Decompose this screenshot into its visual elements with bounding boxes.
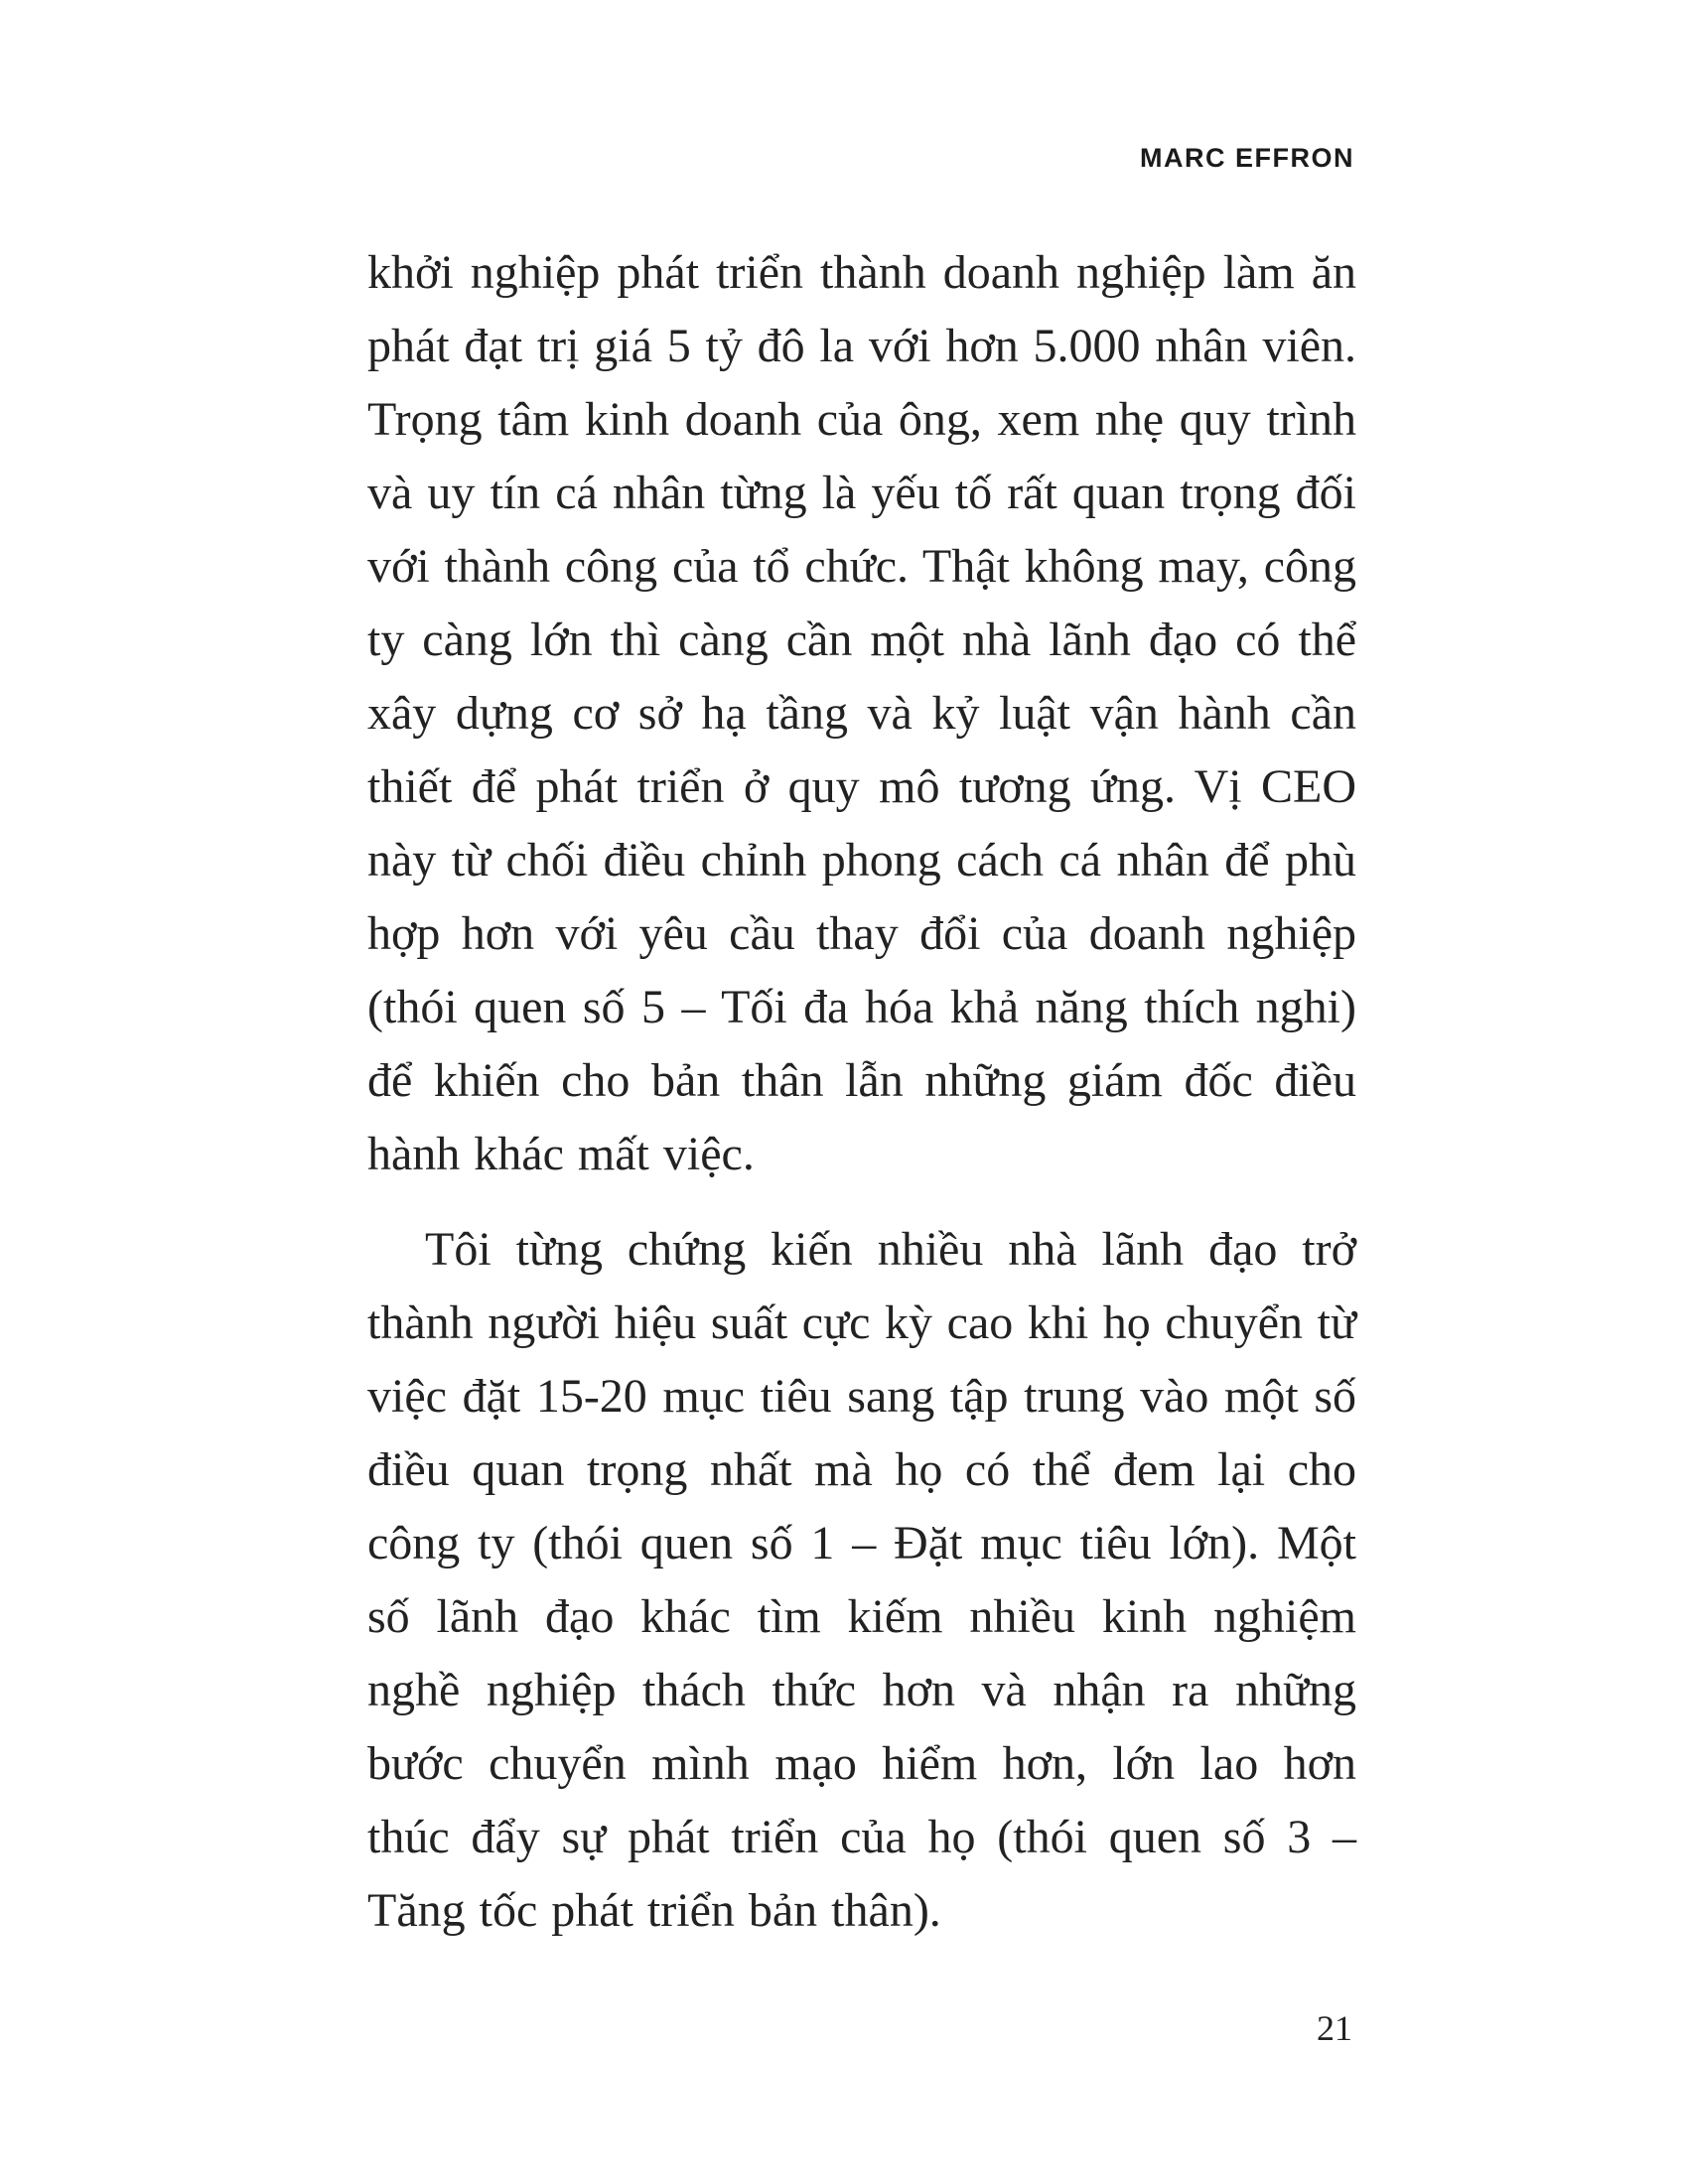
- body-text-block: [367, 236, 1356, 1948]
- paragraph-continuation: khởi nghiệp phát triển thành doanh nghiệp làm ăn phát đạt trị giá 5 tỷ đô la với hơn 5.000 nhân viên. Trọng tâm kinh doanh của ông, xem nhẹ quy trình và uy tín cá nhân từng là yếu tố rất quan trọng đối với thành công của tổ chức. Thật không may, công ty càng lớn thì càng cần một nhà lãnh đạo có thể xây dựng cơ sở hạ tầng và kỷ luật vận hành cần thiết để phát triển ở quy mô tương ứng. Vị CEO này từ chối điều chỉnh phong cách cá nhân để phù hợp hơn với yêu cầu thay đổi của doanh nghiệp (thói quen số 5 – Tối đa hóa khả năng thích nghi) để khiến cho bản thân lẫn những giám đốc điều hành khác mất việc.: [367, 246, 1356, 1180]
- running-header-author: MARC EFFRON: [1140, 143, 1354, 173]
- paragraph: Tôi từng chứng kiến nhiều nhà lãnh đạo trở thành người hiệu suất cực kỳ cao khi họ chuyển từ việc đặt 15-20 mục tiêu sang tập trung vào một số điều quan trọng nhất mà họ có thể đem lại cho công ty (thói quen số 1 – Đặt mục tiêu lớn). Một số lãnh đạo khác tìm kiếm nhiều kinh nghiệm nghề nghiệp thách thức hơn và nhận ra những bước chuyển mình mạo hiểm hơn, lớn lao hơn thúc đẩy sự phát triển của họ (thói quen số 3 – Tăng tốc phát triển bản thân).: [367, 1223, 1356, 1937]
- page-number: 21: [1317, 2008, 1352, 2048]
